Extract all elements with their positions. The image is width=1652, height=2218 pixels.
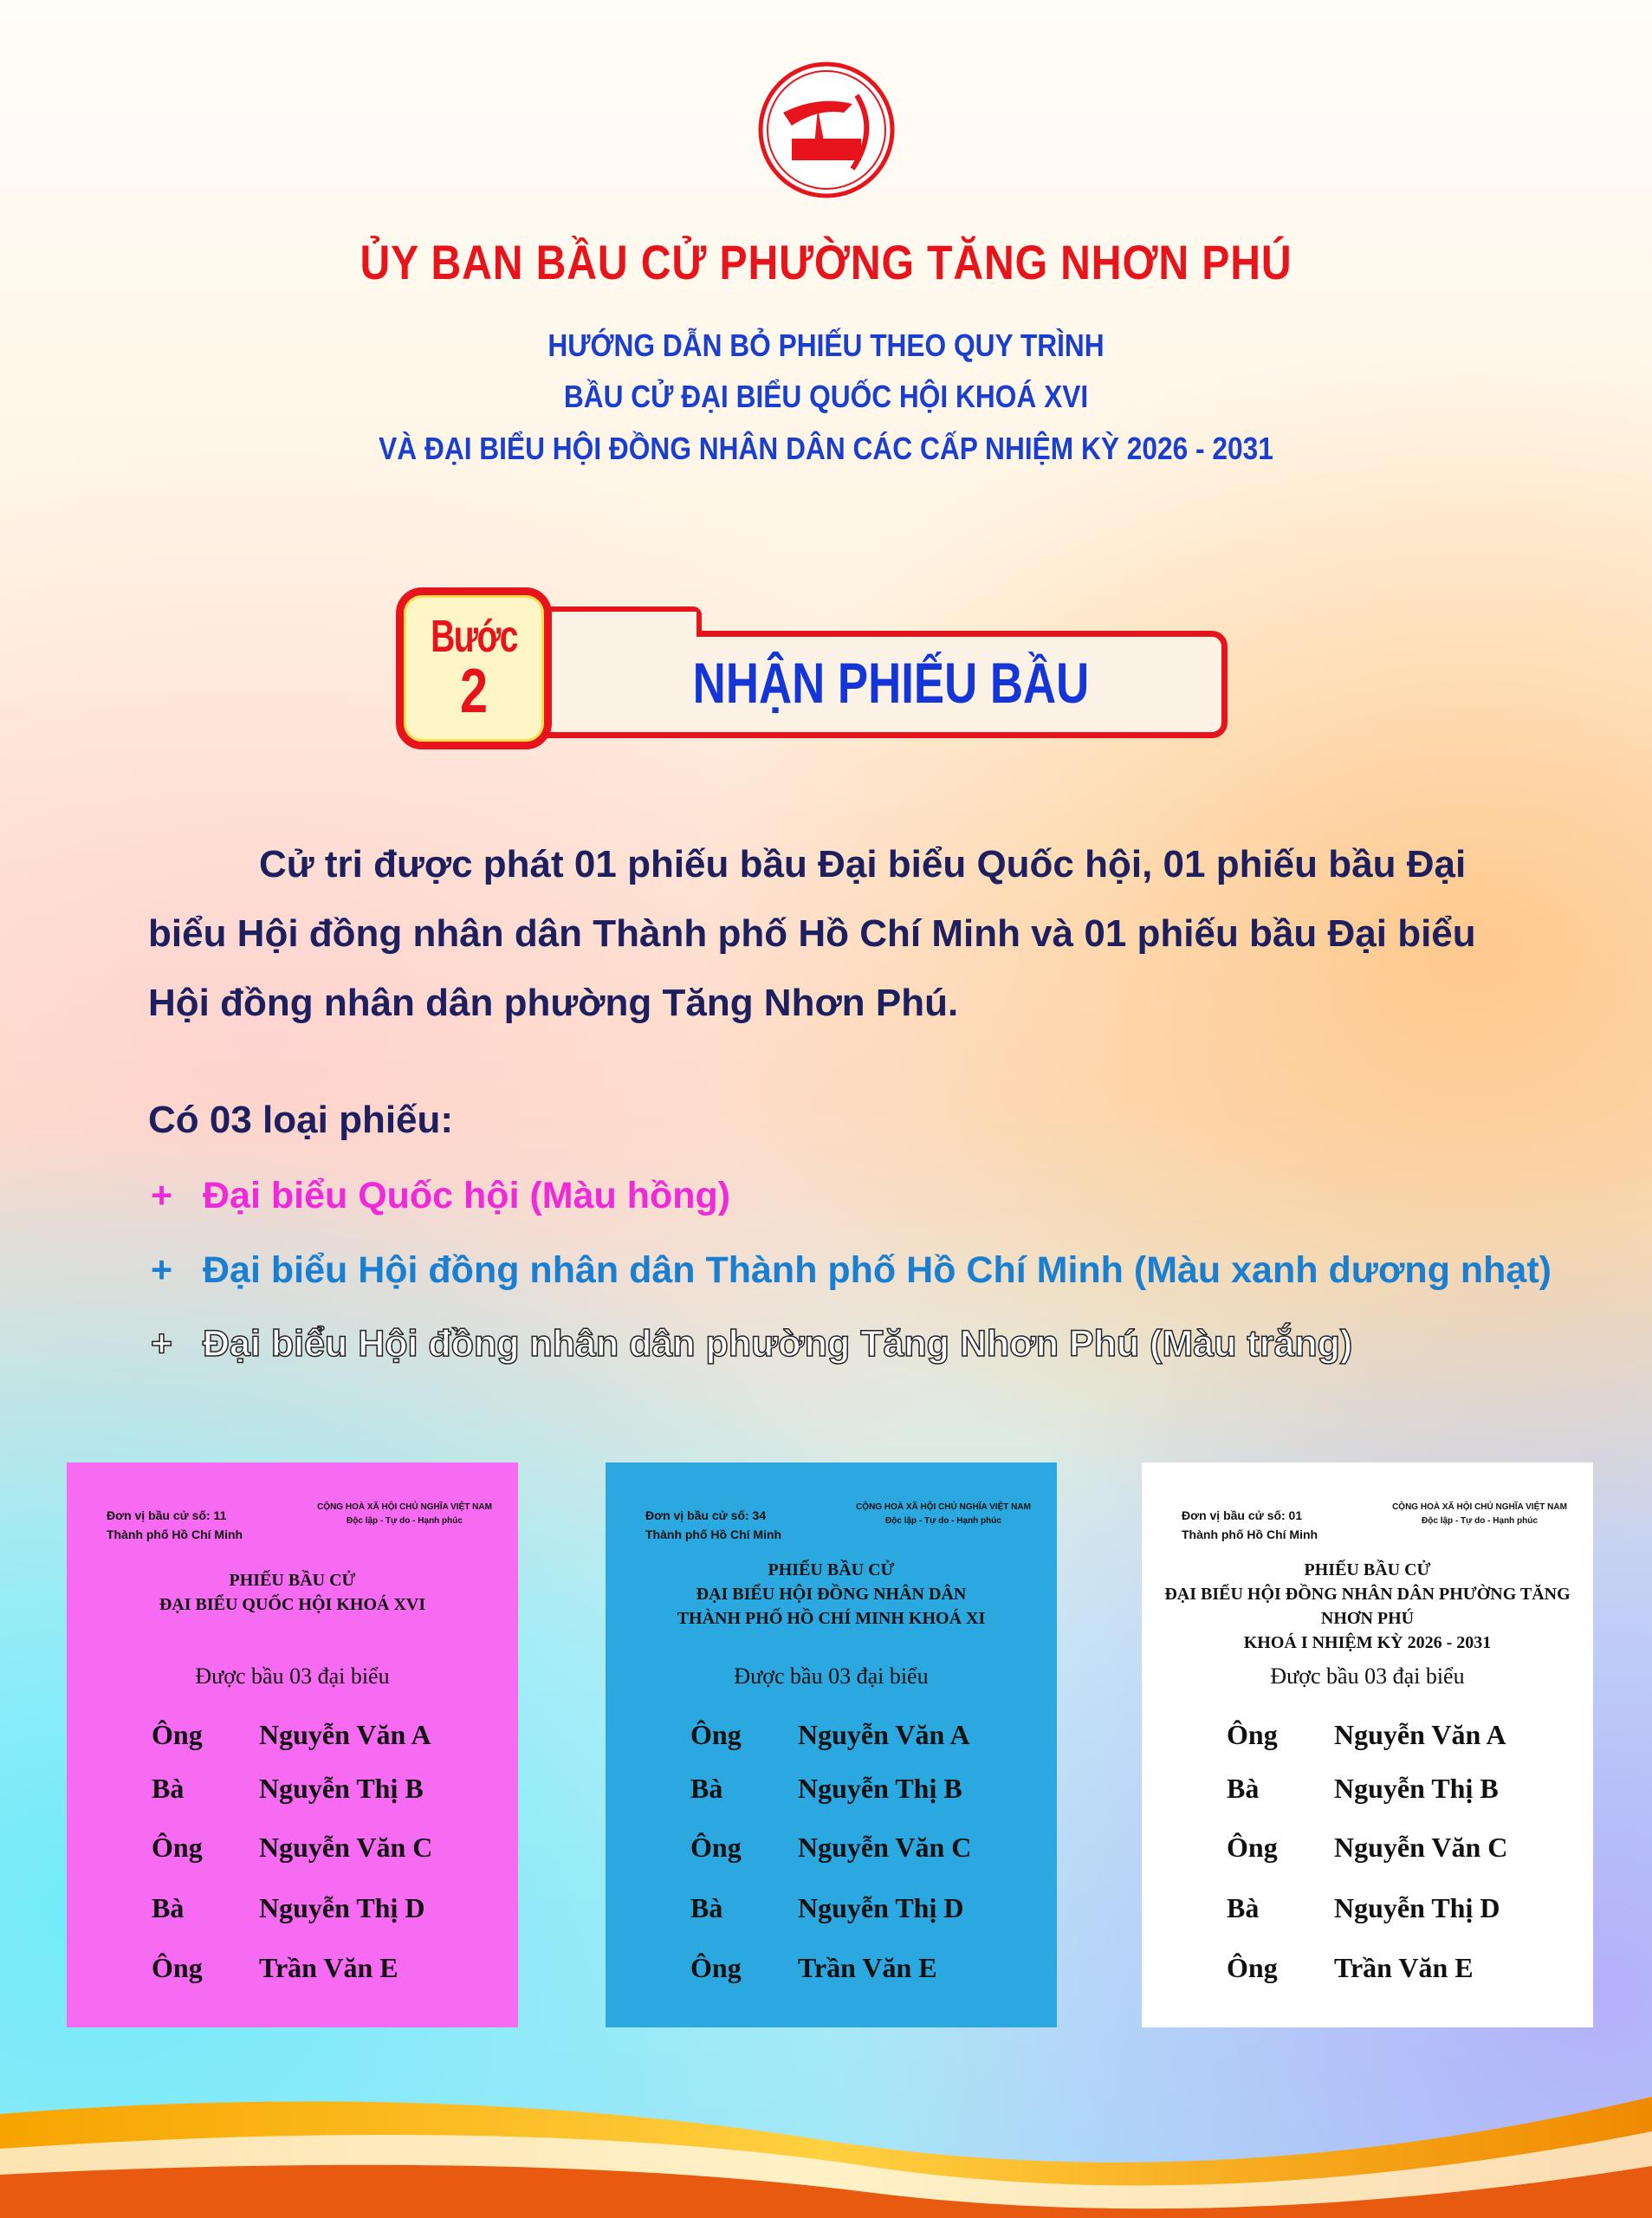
motto-line: Độc lập - Tự do - Hạnh phúc [347, 1516, 463, 1526]
candidate-honorific: Bà [152, 1892, 185, 1923]
ballot-type-item [151, 1249, 1552, 1292]
motto-line: Độc lập - Tự do - Hạnh phúc [885, 1516, 1001, 1526]
candidate-name: Nguyễn Thị D [1334, 1892, 1500, 1923]
ballot-ward-council [1142, 1462, 1593, 2027]
ballot-national-motto [1376, 1501, 1584, 1528]
candidate-row [690, 1892, 963, 1924]
ballot-title-line: ĐẠI BIỂU HỘI ĐỒNG NHÂN DÂN [696, 1585, 967, 1604]
unit-city: Thành phố Hồ Chí Minh [1182, 1527, 1318, 1541]
ballot-type-text: Đại biểu Quốc hội (Màu hồng) [203, 1175, 731, 1216]
candidate-honorific: Ông [152, 1832, 203, 1863]
step-badge [396, 587, 552, 749]
ballot-title-line: THÀNH PHỐ HỒ CHÍ MINH KHOÁ XI [677, 1609, 986, 1628]
motto-line: Độc lập - Tự do - Hạnh phúc [1422, 1516, 1538, 1526]
ballot-type-text: Đại biểu Hội đồng nhân dân phường Tăng Nhơn Phú (Màu trắng) [203, 1323, 1353, 1365]
types-heading: Có 03 loại phiếu: [148, 1099, 454, 1141]
ballot-type-item [151, 1175, 730, 1217]
ballot-title [1142, 1558, 1593, 1655]
instruction-text: Cử tri được phát 01 phiếu bầu Đại biểu Quốc hội, 01 phiếu bầu Đại biểu Hội đồng nhân dân Thành phố Hồ Chí Minh và 01 phiếu bầu Đại biểu Hội đồng nhân dân phường Tăng Nhơn Phú. [148, 843, 1476, 1024]
candidate-honorific: Bà [1227, 1892, 1260, 1923]
candidate-honorific: Ông [1227, 1952, 1278, 1983]
candidate-row [1227, 1719, 1506, 1751]
candidate-name: Nguyễn Văn C [1334, 1832, 1508, 1863]
candidate-row [690, 1773, 962, 1805]
subtitle-line: VÀ ĐẠI BIỂU HỘI ĐỒNG NHÂN DÂN CÁC CẤP NHIỆM KỲ 2026 - 2031 [379, 431, 1273, 466]
unit-city: Thành phố Hồ Chí Minh [107, 1527, 243, 1541]
candidate-name: Nguyễn Văn C [798, 1832, 972, 1863]
ballot-count: Được bầu 03 đại biểu [734, 1664, 929, 1689]
candidate-row [1227, 1892, 1500, 1924]
candidate-row [690, 1719, 970, 1751]
candidate-row [1227, 1952, 1474, 1984]
ballot-national-motto [301, 1501, 509, 1528]
ballot-title-line: ĐẠI BIỂU HỘI ĐỒNG NHÂN DÂN PHƯỜNG TĂNG NHƠN PHÚ [1164, 1585, 1571, 1628]
motto-line: CỘNG HOÀ XÃ HỘI CHỦ NGHĨA VIỆT NAM [1392, 1502, 1567, 1512]
step-number: 2 [459, 657, 489, 726]
candidate-row [690, 1832, 971, 1864]
committee-title: ỦY BAN BẦU CỬ PHƯỜNG TĂNG NHƠN PHÚ [360, 235, 1292, 289]
ballot-title [67, 1568, 518, 1617]
ballot-city-council [606, 1462, 1057, 2027]
unit-number: Đơn vị bầu cử số: 34 [645, 1508, 767, 1522]
ballot-count: Được bầu 03 đại biểu [1270, 1664, 1465, 1689]
candidate-honorific: Ông [152, 1719, 203, 1750]
step-word: Bước [431, 612, 517, 662]
candidate-row [152, 1719, 431, 1751]
ballot-national-assembly [67, 1462, 518, 2027]
candidate-row [1227, 1773, 1499, 1805]
candidate-name: Nguyễn Thị B [1334, 1773, 1499, 1804]
unit-city: Thành phố Hồ Chí Minh [645, 1527, 782, 1541]
ballot-type-text: Đại biểu Hội đồng nhân dân Thành phố Hồ Chí Minh (Màu xanh dương nhạt) [203, 1249, 1552, 1291]
candidate-row [152, 1773, 424, 1805]
ballot-count: Được bầu 03 đại biểu [195, 1664, 390, 1689]
ballot-title [606, 1558, 1057, 1631]
ballot-title-line: KHOÁ I NHIỆM KỲ 2026 - 2031 [1243, 1633, 1492, 1652]
unit-number: Đơn vị bầu cử số: 11 [107, 1508, 227, 1522]
candidate-name: Nguyễn Văn A [1334, 1719, 1506, 1750]
candidate-honorific: Ông [1227, 1832, 1278, 1863]
candidate-row [152, 1952, 398, 1984]
candidate-honorific: Ông [690, 1952, 742, 1983]
candidate-name: Nguyễn Văn A [259, 1719, 431, 1750]
unit-number: Đơn vị bầu cử số: 01 [1182, 1508, 1303, 1522]
subtitle-line: BẦU CỬ ĐẠI BIỂU QUỐC HỘI KHOÁ XVI [563, 379, 1089, 414]
instruction-paragraph [148, 830, 1517, 1038]
candidate-row [152, 1832, 432, 1864]
candidate-name: Nguyễn Thị D [798, 1892, 964, 1923]
ward-logo [757, 61, 896, 199]
candidate-honorific: Ông [690, 1832, 742, 1863]
step-label: NHẬN PHIẾU BẦU [692, 651, 1090, 715]
ballot-title-line: ĐẠI BIỂU QUỐC HỘI KHOÁ XVI [159, 1595, 426, 1614]
candidate-honorific: Bà [690, 1773, 723, 1804]
candidate-row [1227, 1832, 1507, 1864]
ballot-title-line: PHIẾU BẦU CỬ [768, 1560, 895, 1579]
subtitle-line: HƯỚNG DẪN BỎ PHIẾU THEO QUY TRÌNH [547, 328, 1105, 363]
ballot-unit [645, 1506, 781, 1544]
candidate-name: Nguyễn Văn C [259, 1832, 433, 1863]
candidate-name: Nguyễn Thị B [798, 1773, 962, 1804]
ballot-unit [1182, 1506, 1318, 1544]
decorative-wave [0, 2062, 1652, 2218]
motto-line: CỘNG HOÀ XÃ HỘI CHỦ NGHĨA VIỆT NAM [856, 1502, 1031, 1512]
candidate-row [152, 1892, 424, 1924]
candidate-name: Nguyễn Thị D [259, 1892, 425, 1923]
candidate-name: Nguyễn Thị B [259, 1773, 424, 1804]
ballot-type-item [151, 1323, 1352, 1365]
candidate-name: Trần Văn E [798, 1952, 937, 1983]
candidate-honorific: Bà [152, 1773, 185, 1804]
plus-icon: + [151, 1249, 173, 1291]
candidate-honorific: Ông [690, 1719, 742, 1750]
candidate-name: Trần Văn E [259, 1952, 398, 1983]
candidate-name: Trần Văn E [1334, 1952, 1474, 1983]
ballot-title-line: PHIẾU BẦU CỬ [229, 1571, 356, 1590]
ballot-unit [107, 1506, 243, 1544]
candidate-honorific: Ông [152, 1952, 203, 1983]
candidate-name: Nguyễn Văn A [798, 1719, 970, 1750]
candidate-row [690, 1952, 937, 1984]
candidate-honorific: Bà [1227, 1773, 1260, 1804]
candidate-honorific: Ông [1227, 1719, 1278, 1750]
plus-icon: + [151, 1323, 173, 1365]
candidate-honorific: Bà [690, 1892, 723, 1923]
plus-icon: + [151, 1175, 173, 1216]
ballot-national-motto [839, 1501, 1047, 1528]
ballot-title-line: PHIẾU BẦU CỬ [1304, 1560, 1431, 1579]
motto-line: CỘNG HOÀ XÃ HỘI CHỦ NGHĨA VIỆT NAM [317, 1502, 492, 1512]
